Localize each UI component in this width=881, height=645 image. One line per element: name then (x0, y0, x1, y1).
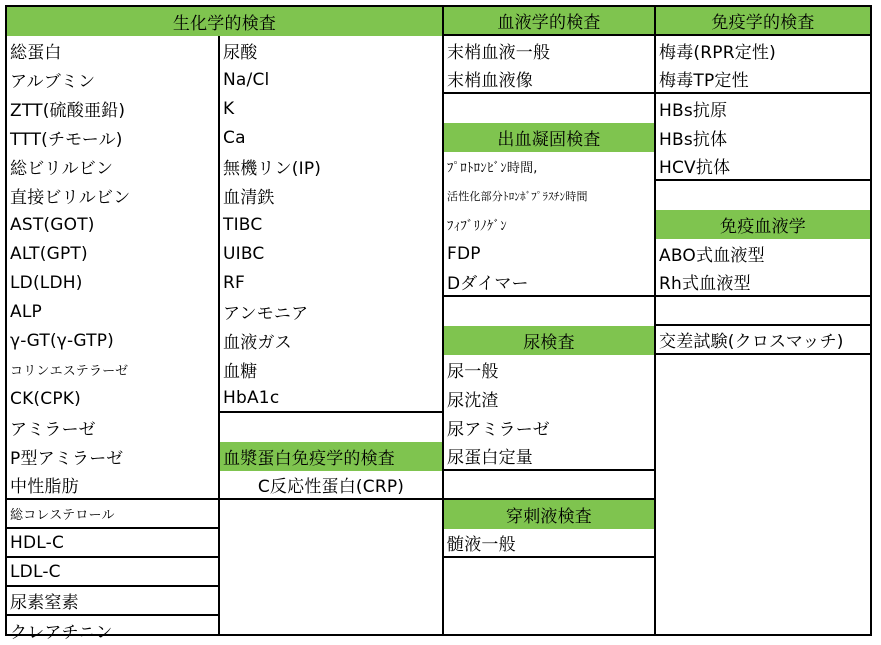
list-item (656, 181, 870, 210)
immunology-header: 免疫学的検査 (656, 7, 870, 36)
list-item: LDL-C (7, 558, 218, 587)
list-item: HBs抗原 (659, 101, 728, 121)
list-item: Na/Cl (223, 69, 270, 90)
list-item: UIBC (223, 243, 265, 264)
biochemistry-header: 生化学的検査 (7, 7, 442, 36)
list-item: LD(LDH) (10, 272, 83, 293)
list-item: 直接ビリルビン (10, 188, 131, 208)
list-item: ABO式血液型 (659, 246, 765, 266)
list-item: 末梢血液像 (444, 65, 654, 94)
biochemistry-right-list (220, 36, 442, 636)
biochemistry-column (7, 7, 442, 643)
list-item: P型アミラーゼ (10, 449, 124, 469)
list-item: TTT(チモール) (10, 130, 123, 150)
list-item: アミラーゼ (10, 420, 96, 440)
list-item: ZTT(硫酸亜鉛) (10, 101, 126, 121)
list-item: HBs抗体 (659, 130, 728, 150)
list-item (444, 471, 654, 500)
list-item: 尿酸 (223, 43, 258, 63)
list-item: 総蛋白 (10, 43, 62, 63)
list-item: 中性脂肪 (7, 471, 218, 500)
hematology-column (444, 7, 654, 634)
list-item: 尿素窒素 (7, 587, 218, 616)
coagulation-header: 出血凝固検査 (444, 123, 654, 152)
list-item: 総ビリルビン (10, 159, 114, 179)
immunology-column (656, 7, 870, 634)
biochemistry-left-list (7, 36, 218, 643)
list-item: C反応性蛋白(CRP) (220, 471, 442, 500)
list-item: アルブミン (10, 72, 96, 92)
list-item: FDP (447, 243, 481, 264)
list-item: コリンエステラーゼ (10, 364, 129, 379)
list-item: Dダイマー (444, 268, 654, 297)
list-item: 尿蛋白定量 (444, 442, 654, 471)
list-item: HDL-C (7, 529, 218, 558)
list-item: 尿一般 (447, 362, 499, 382)
list-item: 活性化部分ﾄﾛﾝﾎﾞﾌﾟﾗｽﾁﾝ時間 (447, 189, 588, 203)
list-item: HbA1c (220, 384, 442, 413)
list-item: 梅毒(RPR定性) (659, 43, 776, 63)
list-item: 血液ガス (223, 333, 292, 353)
list-item: 尿アミラーゼ (447, 420, 550, 440)
list-item: Ca (223, 127, 246, 148)
list-item (444, 94, 654, 123)
list-item: TIBC (223, 214, 263, 235)
list-item: 髄液一般 (444, 529, 654, 558)
list-item: ﾌﾟﾛﾄﾛﾝﾋﾞﾝ時間, (447, 161, 538, 176)
list-item: ALT(GPT) (10, 243, 88, 264)
list-item: 無機リン(IP) (223, 159, 322, 179)
list-item: 血糖 (223, 362, 258, 382)
list-item: 血清鉄 (223, 188, 275, 208)
list-item: AST(GOT) (10, 214, 95, 235)
hematology-header: 血液学的検査 (444, 7, 654, 36)
list-item: 梅毒TP定性 (656, 65, 870, 94)
list-item: 交差試験(クロスマッチ) (656, 326, 870, 355)
puncture-fluid-header: 穿刺液検査 (444, 500, 654, 529)
list-item: クレアチニン (10, 623, 113, 643)
list-item: K (223, 98, 235, 119)
lab-tests-table (5, 5, 872, 643)
list-item: ALP (10, 301, 42, 322)
list-item (656, 297, 870, 326)
list-item: アンモニア (223, 304, 309, 324)
list-item (220, 413, 442, 442)
list-item (444, 297, 654, 326)
list-item: 末梢血液一般 (447, 43, 551, 63)
immunohematology-header: 免疫血液学 (656, 210, 870, 239)
list-item: γ-GT(γ-GTP) (10, 330, 115, 351)
plasma-protein-header: 血漿蛋白免疫学的検査 (220, 442, 442, 471)
urine-header: 尿検査 (444, 326, 654, 355)
list-item: CK(CPK) (10, 388, 81, 409)
list-item: 総コレステロール (7, 500, 218, 529)
list-item: ﾌｨﾌﾞﾘﾉｹﾞﾝ (447, 219, 507, 234)
list-item: Rh式血液型 (656, 268, 870, 297)
list-item: RF (223, 272, 245, 293)
list-item: 尿沈渣 (447, 391, 499, 411)
list-item: HCV抗体 (656, 152, 870, 181)
